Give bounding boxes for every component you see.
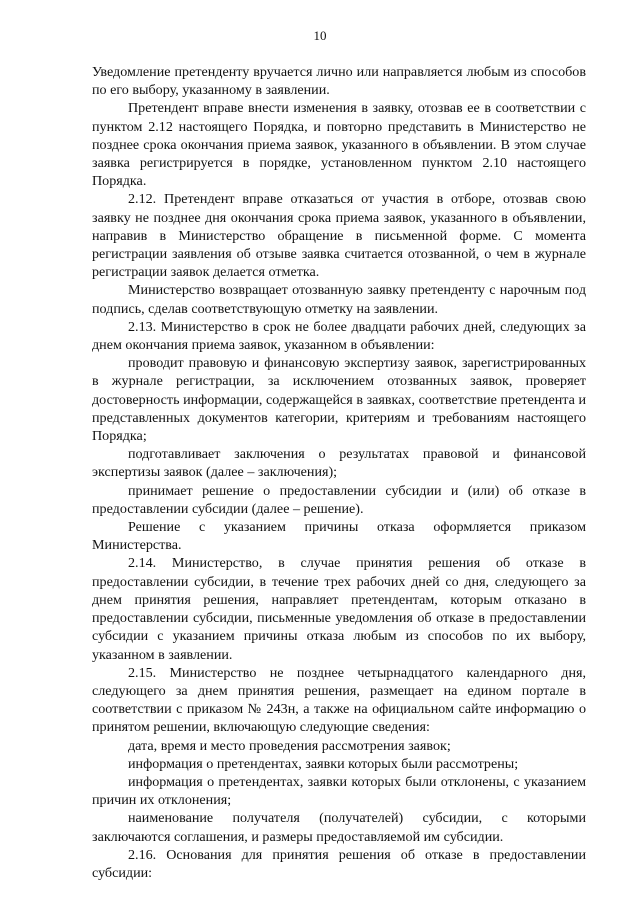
paragraph: 2.14. Министерство, в случае принятия решения об отказе в предоставлении субсидии, в течение трех рабочих дней со дня, следующего за днем принятия решения, направляет претендентам, которым отказано в предоставлении субсидии, письменные уведомления об отказе в предоставлении субсидии с указанием причины отказа любым из способов по их выбору, указанном в заявлении.: [92, 555, 586, 663]
paragraph: дата, время и место проведения рассмотрения заявок;: [128, 737, 451, 754]
paragraph: информация о претендентах, заявки которых были отклонены, с указанием причин их отклонения;: [92, 773, 586, 809]
paragraph: 2.16. Основания для принятия решения об отказе в предоставлении субсидии:: [92, 846, 586, 881]
paragraph: подготавливает заключения о результатах правовой и финансовой экспертизы заявок (далее – заключения);: [92, 446, 586, 481]
paragraph: Министерство возвращает отозванную заявку претенденту с нарочным под подпись, сделав соответствующую отметку на заявлении.: [92, 282, 586, 317]
paragraph: 2.15. Министерство не позднее четырнадцатого календарного дня, следующего за днем принятия решения, размещает на едином портале в соответствии с приказом № 243н, а также на официальном сайте информацию о принятом решении, включающую следующие сведения:: [92, 664, 586, 736]
page-number: 10: [313, 28, 327, 43]
paragraph: информация о претендентах, заявки которых были рассмотрены;: [128, 755, 519, 772]
paragraph: Претендент вправе внести изменения в заявку, отозвав ее в соответствии с пунктом 2.12 настоящего Порядка, и повторно представить в Министерство не позднее срока окончания приема заявок, указанного в объявлении. В этом случае заявка регистрируется в порядке, установленном пунктом 2.10 настоящего Порядка.: [92, 100, 586, 190]
paragraph: проводит правовую и финансовую экспертизу заявок, зарегистрированных в журнале регистрации, за исключением отозванных заявок, проверяет достоверность информации, содержащейся в заявках, соответствие претендента и представленных документов категории, критериям и требованиям настоящего Порядка;: [92, 355, 586, 445]
paragraph: 2.12. Претендент вправе отказаться от участия в отборе, отозвав свою заявку не позднее дня окончания срока приема заявок, указанного в объявлении, направив в Министерство обращение в письменной форме. С момента регистрации заявления об отзыве заявка считается отозванной, о чем в журнале регистрации заявок делается отметка.: [92, 191, 586, 281]
paragraph: принимает решение о предоставлении субсидии и (или) об отказе в предоставлении субсидии (далее – решение).: [92, 482, 586, 517]
paragraph: наименование получателя (получателей) субсидии, с которыми заключаются соглашения, и размеры предоставляемой им субсидии.: [92, 810, 586, 845]
document-body: [92, 63, 586, 882]
paragraph: Уведомление претенденту вручается лично или направляется любым из способов по его выбору, указанному в заявлении.: [92, 64, 586, 99]
paragraph: Решение с указанием причины отказа оформляется приказом Министерства.: [92, 519, 586, 554]
paragraph: 2.13. Министерство в срок не более двадцати рабочих дней, следующих за днем окончания приема заявок, указанном в объявлении:: [92, 318, 586, 354]
